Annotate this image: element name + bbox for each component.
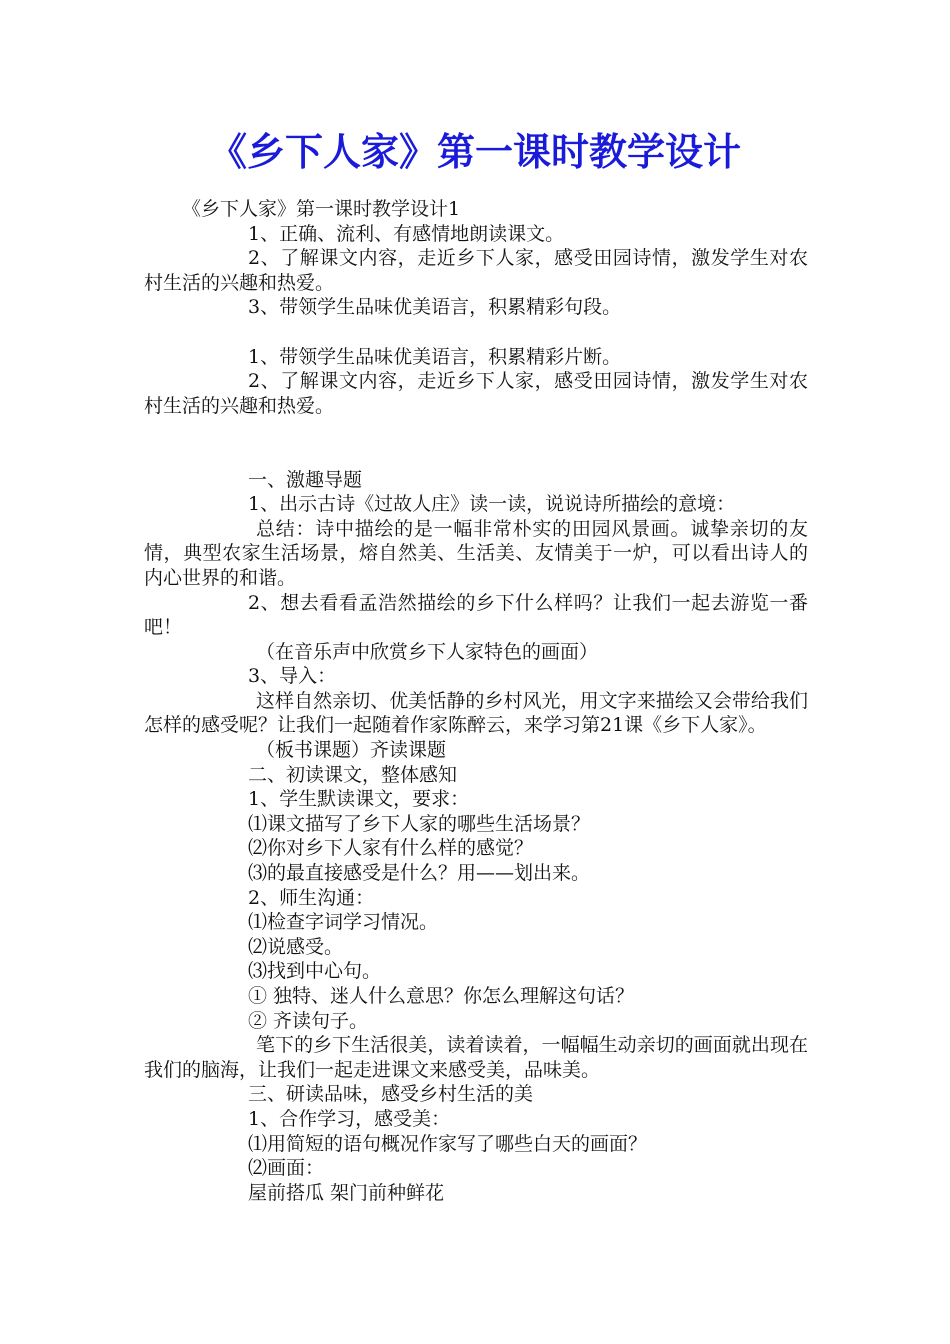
blank-line: [144, 320, 808, 345]
paragraph: 2、想去看看孟浩然描绘的乡下什么样吗？让我们一起去游览一番吧！: [144, 591, 808, 639]
paragraph: 3、导入：: [248, 665, 337, 688]
section-heading: 三、研读品味，感受乡村生活的美: [248, 1083, 534, 1106]
paragraph: （板书课题）齐读课题: [256, 739, 447, 762]
list-item: ⑶的最直接感受是什么？用——划出来。: [248, 862, 591, 885]
paragraph: 《乡下人家》第一课时教学设计1: [182, 198, 461, 220]
paragraph: 2、了解课文内容，走近乡下人家，感受田园诗情，激发学生对农村生活的兴趣和热爱。: [144, 247, 808, 294]
document-title: 《乡下人家》第一课时教学设计: [208, 130, 741, 174]
list-item: ⑵你对乡下人家有什么样的感觉？: [248, 837, 534, 860]
paragraph: 1、正确、流利、有感情地朗读课文。: [248, 222, 565, 245]
paragraph: 2、了解课文内容，走近乡下人家，感受田园诗情，激发学生对农村生活的兴趣和热爱。: [144, 370, 808, 417]
list-item: ② 齐读句子。: [248, 1009, 369, 1032]
paragraph: 3、带领学生品味优美语言，积累精彩句段。: [248, 296, 622, 319]
paragraph: 1、合作学习，感受美：: [248, 1107, 451, 1130]
paragraph: 屋前搭瓜 架门前种鲜花: [248, 1181, 445, 1204]
paragraph: 总结：诗中描绘的是一幅非常朴实的田园风景画。诚挚亲切的友情，典型农家生活场景，熔自然美、生活美、友情美于一炉，可以看出诗人的内心世界的和谐。: [144, 517, 808, 589]
list-item: ① 独特、迷人什么意思？你怎么理解这句话？: [248, 985, 635, 1007]
section-heading: 二、初读课文，整体感知: [248, 763, 458, 786]
list-item: ⑵画面：: [248, 1157, 325, 1180]
section-heading: 一、激趣导题: [248, 468, 363, 491]
blank-line: [144, 418, 808, 443]
list-item: ⑴检查字词学习情况。: [248, 911, 439, 934]
paragraph: 笔下的乡下生活很美，读着读着，一幅幅生动亲切的画面就出现在我们的脑海，让我们一起走进课文来感受美，品味美。: [144, 1034, 808, 1081]
paragraph: 这样自然亲切、优美恬静的乡村风光，用文字来描绘又会带给我们怎样的感受呢？让我们一起随着作家陈醉云，来学习第21课《乡下人家》。: [144, 689, 808, 737]
list-item: ⑴课文描写了乡下人家的哪些生活场景？: [248, 812, 591, 835]
paragraph: 1、出示古诗《过故人庄》读一读，说说诗所描绘的意境：: [248, 493, 736, 516]
document-body: [144, 197, 808, 1205]
blank-line: [144, 443, 808, 468]
paragraph: 1、带领学生品味优美语言，积累精彩片断。: [248, 345, 622, 368]
paragraph: 2、师生沟通：: [248, 886, 375, 909]
list-item: ⑶找到中心句。: [248, 960, 382, 983]
paragraph: 1、学生默读课文，要求：: [248, 788, 470, 811]
list-item: ⑵说感受。: [248, 935, 344, 958]
paragraph: （在音乐声中欣赏乡下人家特色的画面）: [256, 640, 599, 663]
list-item: ⑴用简短的语句概况作家写了哪些白天的画面？: [248, 1132, 648, 1155]
